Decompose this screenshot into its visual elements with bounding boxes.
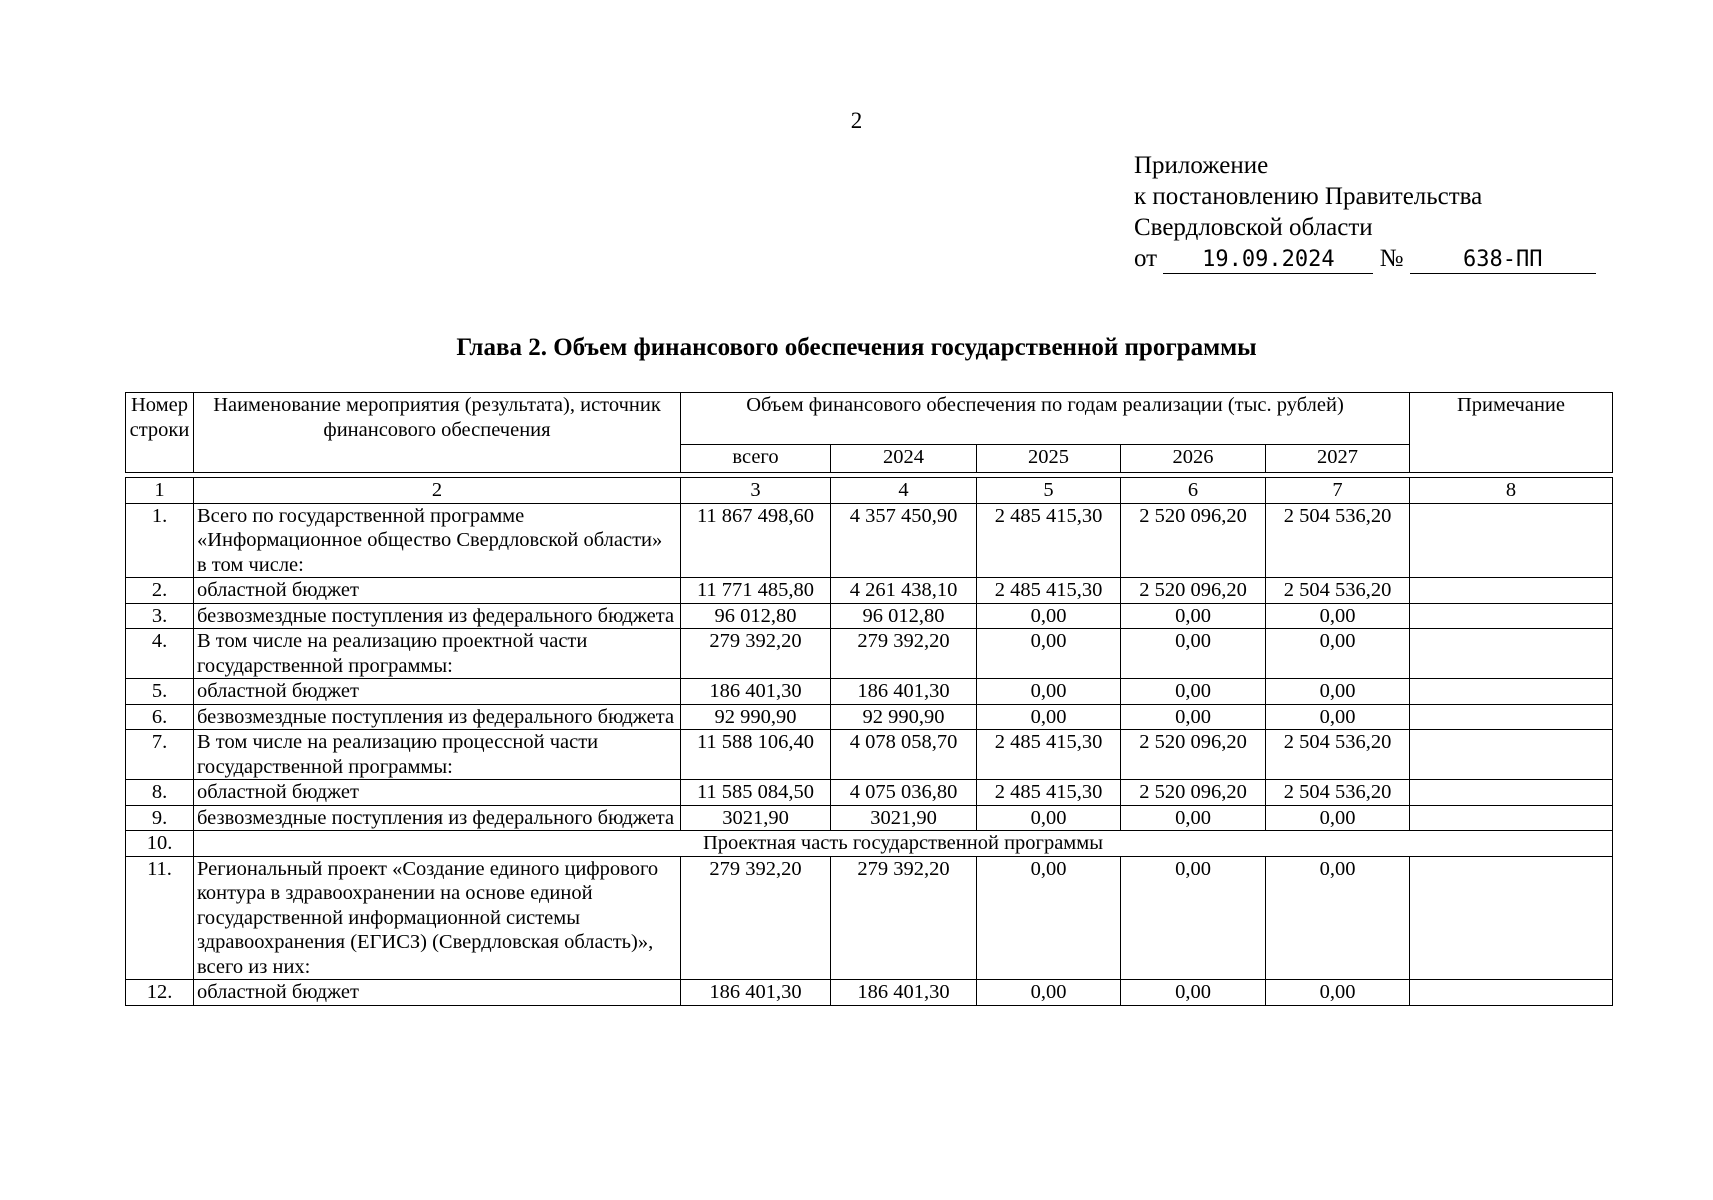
- year-2027-cell: 0,00: [1266, 629, 1410, 679]
- row-number-cell: 3.: [126, 603, 194, 629]
- table-row: [126, 704, 1613, 730]
- year-2024-cell: 279 392,20: [831, 856, 977, 980]
- year-2025-cell: 0,00: [977, 980, 1121, 1006]
- row-number-cell: 12.: [126, 980, 194, 1006]
- financing-table: [125, 477, 1613, 1006]
- year-2025-cell: 0,00: [977, 856, 1121, 980]
- table-row: [126, 780, 1613, 806]
- table-row: [126, 629, 1613, 679]
- row-name-cell: безвозмездные поступления из федерального бюджета: [194, 805, 681, 831]
- row-name-cell: областной бюджет: [194, 980, 681, 1006]
- total-cell: 11 588 106,40: [681, 730, 831, 780]
- year-2024-cell: 4 078 058,70: [831, 730, 977, 780]
- header-name: Наименование мероприятия (результата), источник финансового обеспечения: [194, 393, 681, 473]
- row-name-cell: безвозмездные поступления из федерального бюджета: [194, 603, 681, 629]
- total-cell: 186 401,30: [681, 679, 831, 705]
- year-2025-cell: 0,00: [977, 603, 1121, 629]
- note-cell: [1410, 629, 1613, 679]
- year-2026-cell: 2 520 096,20: [1121, 780, 1266, 806]
- table-row: [126, 679, 1613, 705]
- year-2027-cell: 2 504 536,20: [1266, 780, 1410, 806]
- row-name-cell: безвозмездные поступления из федерального бюджета: [194, 704, 681, 730]
- note-cell: [1410, 679, 1613, 705]
- year-2026-cell: 0,00: [1121, 805, 1266, 831]
- note-cell: [1410, 856, 1613, 980]
- year-2027-cell: 0,00: [1266, 603, 1410, 629]
- year-2026-cell: 0,00: [1121, 603, 1266, 629]
- header-row-number: Номер строки: [126, 393, 194, 473]
- year-2026-cell: 0,00: [1121, 679, 1266, 705]
- row-name-cell: областной бюджет: [194, 679, 681, 705]
- page-number: 2: [850, 108, 863, 133]
- year-2025-cell: 2 485 415,30: [977, 780, 1121, 806]
- year-2027-cell: 2 504 536,20: [1266, 503, 1410, 578]
- total-cell: 186 401,30: [681, 980, 831, 1006]
- year-2024-cell: 4 075 036,80: [831, 780, 977, 806]
- col-number: 3: [681, 478, 831, 504]
- row-number-cell: 9.: [126, 805, 194, 831]
- year-2025-cell: 0,00: [977, 704, 1121, 730]
- year-2027-cell: 0,00: [1266, 679, 1410, 705]
- col-number: 4: [831, 478, 977, 504]
- row-number-cell: 10.: [126, 831, 194, 857]
- note-cell: [1410, 805, 1613, 831]
- year-2024-cell: 186 401,30: [831, 980, 977, 1006]
- year-2026-cell: 2 520 096,20: [1121, 730, 1266, 780]
- appendix-line-2: к постановлению Правительства: [1134, 183, 1483, 210]
- year-2024-cell: 3021,90: [831, 805, 977, 831]
- table-row: [126, 980, 1613, 1006]
- table-header: [125, 392, 1613, 473]
- year-2025-cell: 2 485 415,30: [977, 503, 1121, 578]
- year-2026-cell: 2 520 096,20: [1121, 578, 1266, 604]
- note-cell: [1410, 503, 1613, 578]
- year-2027-cell: 2 504 536,20: [1266, 578, 1410, 604]
- row-name-cell: Региональный проект «Создание единого цифрового контура в здравоохранении на основе единой государственной информационной системы здравоохранения (ЕГИСЗ) (Свердловская область)», всего из них:: [194, 856, 681, 980]
- year-2026-cell: 0,00: [1121, 704, 1266, 730]
- row-number-cell: 8.: [126, 780, 194, 806]
- row-name-cell: областной бюджет: [194, 780, 681, 806]
- col-number: 5: [977, 478, 1121, 504]
- total-cell: 11 771 485,80: [681, 578, 831, 604]
- year-2024-cell: 96 012,80: [831, 603, 977, 629]
- header-year-2025: 2025: [977, 445, 1121, 473]
- year-2025-cell: 2 485 415,30: [977, 578, 1121, 604]
- note-cell: [1410, 603, 1613, 629]
- table-row: [126, 831, 1613, 857]
- year-2026-cell: 2 520 096,20: [1121, 503, 1266, 578]
- total-cell: 96 012,80: [681, 603, 831, 629]
- year-2027-cell: 0,00: [1266, 980, 1410, 1006]
- header-year-2027: 2027: [1266, 445, 1410, 473]
- year-2027-cell: 0,00: [1266, 704, 1410, 730]
- year-2025-cell: 0,00: [977, 629, 1121, 679]
- appendix-date-line: [1134, 243, 1596, 274]
- table-row: [126, 603, 1613, 629]
- header-note: Примечание: [1410, 393, 1613, 473]
- year-2024-cell: 4 261 438,10: [831, 578, 977, 604]
- table-row: [126, 578, 1613, 604]
- year-2027-cell: 2 504 536,20: [1266, 730, 1410, 780]
- from-label: от: [1134, 245, 1158, 272]
- total-cell: 279 392,20: [681, 856, 831, 980]
- table-row: [126, 730, 1613, 780]
- row-number-cell: 6.: [126, 704, 194, 730]
- year-2026-cell: 0,00: [1121, 980, 1266, 1006]
- appendix-line-1: Приложение: [1134, 152, 1269, 179]
- year-2024-cell: 186 401,30: [831, 679, 977, 705]
- section-heading-cell: Проектная часть государственной программы: [194, 831, 1613, 857]
- total-cell: 279 392,20: [681, 629, 831, 679]
- chapter-title: Глава 2. Объем финансового обеспечения государственной программы: [456, 334, 1257, 361]
- row-number-cell: 4.: [126, 629, 194, 679]
- total-cell: 11 585 084,50: [681, 780, 831, 806]
- note-cell: [1410, 780, 1613, 806]
- table-row: [126, 856, 1613, 980]
- row-number-cell: 5.: [126, 679, 194, 705]
- year-2026-cell: 0,00: [1121, 856, 1266, 980]
- row-name-cell: В том числе на реализацию проектной части государственной программы:: [194, 629, 681, 679]
- row-name-cell: В том числе на реализацию процессной части государственной программы:: [194, 730, 681, 780]
- col-number: 7: [1266, 478, 1410, 504]
- row-number-cell: 11.: [126, 856, 194, 980]
- total-cell: 11 867 498,60: [681, 503, 831, 578]
- year-2025-cell: 0,00: [977, 679, 1121, 705]
- col-number: 1: [126, 478, 194, 504]
- row-number-cell: 2.: [126, 578, 194, 604]
- total-cell: 92 990,90: [681, 704, 831, 730]
- header-year-2026: 2026: [1121, 445, 1266, 473]
- header-volume: Объем финансового обеспечения по годам реализации (тыс. рублей): [681, 393, 1410, 445]
- year-2024-cell: 92 990,90: [831, 704, 977, 730]
- appendix-line-3: Свердловской области: [1134, 214, 1373, 241]
- year-2026-cell: 0,00: [1121, 629, 1266, 679]
- total-cell: 3021,90: [681, 805, 831, 831]
- number-label: №: [1379, 245, 1404, 272]
- year-2024-cell: 279 392,20: [831, 629, 977, 679]
- resolution-number: 638-ПП: [1410, 247, 1596, 274]
- row-number-cell: 1.: [126, 503, 194, 578]
- col-number: 6: [1121, 478, 1266, 504]
- row-name-cell: областной бюджет: [194, 578, 681, 604]
- year-2025-cell: 2 485 415,30: [977, 730, 1121, 780]
- note-cell: [1410, 980, 1613, 1006]
- row-name-cell: Всего по государственной программе «Информационное общество Свердловской области» в том числе:: [194, 503, 681, 578]
- col-number: 8: [1410, 478, 1613, 504]
- year-2027-cell: 0,00: [1266, 805, 1410, 831]
- col-number: 2: [194, 478, 681, 504]
- note-cell: [1410, 578, 1613, 604]
- note-cell: [1410, 730, 1613, 780]
- appendix-block: [1134, 150, 1596, 274]
- resolution-date: 19.09.2024: [1163, 247, 1373, 274]
- note-cell: [1410, 704, 1613, 730]
- table-row: [126, 503, 1613, 578]
- year-2027-cell: 0,00: [1266, 856, 1410, 980]
- year-2025-cell: 0,00: [977, 805, 1121, 831]
- header-year-2024: 2024: [831, 445, 977, 473]
- header-total: всего: [681, 445, 831, 473]
- year-2024-cell: 4 357 450,90: [831, 503, 977, 578]
- row-number-cell: 7.: [126, 730, 194, 780]
- table-row: [126, 805, 1613, 831]
- column-numbers-row: [126, 478, 1613, 504]
